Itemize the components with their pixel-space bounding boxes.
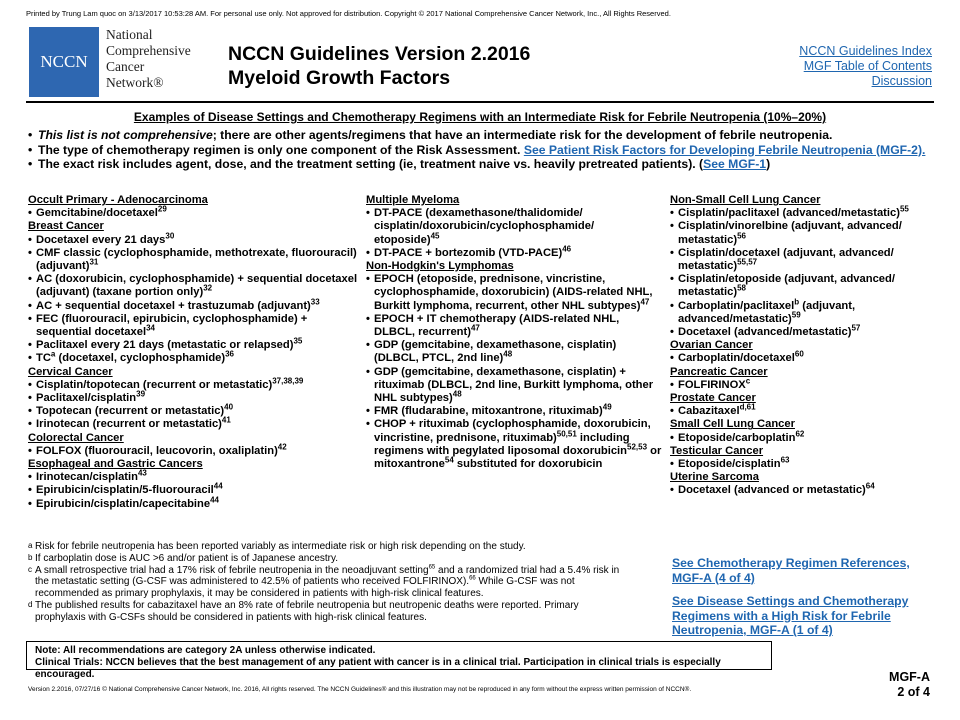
list-item: • Irinotecan/cisplatin$^{43}$ <box>28 468 147 484</box>
logo-mark: NCCN <box>40 52 88 71</box>
item-text: Docetaxel (advanced/metastatic) <box>678 326 852 339</box>
list-item: • Carboplatin/paclitaxel$^b$ (adjuvant, advanced/metastatic)$^{59}$ <box>670 296 856 325</box>
item-text: Topotecan (recurrent or metastatic) <box>36 405 225 418</box>
ref-sup: 49 <box>602 402 612 412</box>
intro-text: The exact risk includes agent, dose, and the treatment setting (ie, treatment naive vs. heavily pretreated patients). ( <box>38 157 704 171</box>
item-text: Epirubicin/cisplatin/5-fluorouracil <box>36 484 214 497</box>
item-text: EPOCH (etoposide, prednisone, vincristine, cyclophosphamide, doxorubicin) (AIDS-related NHL, Burkitt lymphoma, recurrent, other NHL subtypes) <box>374 273 653 312</box>
list-item: • AC + sequential docetaxel + trastuzumab (adjuvant)$^{33}$ <box>28 296 320 312</box>
item-text: Cisplatin/topotecan (recurrent or metastatic) <box>36 378 273 391</box>
ref-sup: 44 <box>210 494 219 504</box>
ref-sup: 62 <box>795 428 805 438</box>
item-text: Gemcitabine/docetaxel <box>36 207 158 220</box>
header-rule <box>26 101 934 103</box>
intro-emphasis: This list is not comprehensive <box>38 128 213 142</box>
item-text: AC + sequential docetaxel + trastuzumab (adjuvant) <box>36 299 311 312</box>
list-item: • DT-PACE + bortezomib (VTD-PACE)$^{46}$ <box>366 244 572 259</box>
ref-sup: 60 <box>794 349 804 359</box>
ref-sup: 63 <box>780 455 790 465</box>
item-text: Carboplatin/paclitaxel <box>678 299 795 312</box>
category-heading: Testicular Cancer <box>670 444 764 457</box>
guidelines-index-link[interactable]: NCCN Guidelines Index <box>799 44 932 58</box>
page-code: MGF-A <box>889 670 930 684</box>
ref-sup: 36 <box>225 349 235 359</box>
item-text: Cabazitaxel <box>678 405 740 418</box>
footnote-text: Risk for febrile neutropenia has been reported variably as intermediate risk or high risk depending on the study. <box>35 541 526 552</box>
item-text: GDP (gemcitabine, dexamethasone, cisplatin) + rituximab (DLBCL, 2nd line, Burkitt lymphoma, other NHL subtypes) <box>374 365 654 405</box>
list-item: • Docetaxel every 21 days$^{30}$ <box>28 230 175 246</box>
list-item: • Epirubicin/cisplatin/5-fluorouracil$^{44}$ <box>28 481 223 497</box>
page-number: 2 of 4 <box>897 684 930 699</box>
intro-text: ; there are other agents/regimens that have an intermediate risk for the development of febrile neutropenia. <box>212 128 833 142</box>
item-text: FEC (fluorouracil, epirubicin, cyclophosphamide) + sequential docetaxel <box>36 312 308 339</box>
category-heading: Occult Primary - Adenocarcinoma <box>28 194 208 206</box>
category-heading: Uterine Sarcoma <box>670 471 759 484</box>
ref-sup: 31 <box>89 257 99 267</box>
item-text: Paclitaxel every 21 days (metastatic or relapsed) <box>36 339 294 352</box>
ref-sup: 37,38,39 <box>272 376 304 386</box>
list-item: • FOLFOX (fluorouracil, leucovorin, oxaliplatin)$^{42}$ <box>28 442 287 457</box>
item-text: (adjuvant, advanced/metastatic) <box>678 299 856 325</box>
item-text: CHOP + rituximab (cyclophosphamide, doxorubicin, vincristine, prednisone, rituximab) <box>374 418 651 444</box>
item-text: Docetaxel (advanced or metastatic) <box>678 484 866 497</box>
item-text: Etoposide/cisplatin <box>678 458 781 471</box>
category-heading: Non-Hodgkin's Lymphomas <box>366 260 514 273</box>
list-item: • Etoposide/carboplatin$^{62}$ <box>670 428 805 444</box>
list-item: • Etoposide/cisplatin$^{63}$ <box>670 455 790 471</box>
item-text: Docetaxel every 21 days <box>36 233 166 246</box>
printed-notice: Printed by Trung Lam quoc on 3/13/2017 10:53:28 AM. For personal use only. Not approved for distribution. Copyright © 2017 National Comprehensive Cancer Network, Inc., All Rights Reserved. <box>26 9 671 18</box>
item-text: Cisplatin/vinorelbine (adjuvant, advanced/ metastatic) <box>678 220 902 246</box>
category-heading: Multiple Myeloma <box>366 194 460 206</box>
ref-sup: 45 <box>430 230 440 240</box>
bottom-links <box>672 556 937 647</box>
copyright-footer: Version 2.2016, 07/27/16 © National Comprehensive Cancer Network, Inc. 2016, All rights reserved. The NCCN Guidelines® and this illustration may not be reproduced in any form without the express written permission of NCCN®. <box>28 686 692 693</box>
list-item: • Paclitaxel every 21 days (metastatic or relapsed)$^{35}$ <box>28 336 303 352</box>
intro-text: The type of chemotherapy regimen is only one component of the Risk Assessment. <box>38 142 524 157</box>
item-text: AC (doxorubicin, cyclophosphamide) + sequential docetaxel (adjuvant) (taxane portion only) <box>36 273 358 299</box>
ref-sup: 65 <box>428 564 436 571</box>
ref-sup: 56 <box>737 230 746 240</box>
note-line: Note: All recommendations are category 2A unless otherwise indicated. <box>35 645 376 656</box>
ref-sup: 29 <box>157 204 167 214</box>
item-text: Etoposide/carboplatin <box>678 431 796 444</box>
ref-sup: 33 <box>310 296 320 306</box>
item-text: FMR (fludarabine, mitoxantrone, rituximab) <box>374 405 603 418</box>
category-heading: Esophageal and Gastric Cancers <box>28 458 203 471</box>
list-item: • Cisplatin/paclitaxel (advanced/metastatic)$^{55}$ <box>670 204 909 220</box>
item-text: FOLFOX (fluorouracil, leucovorin, oxaliplatin) <box>36 444 278 457</box>
logo-line: National <box>106 27 153 42</box>
item-text: Cisplatin/etoposide (adjuvant, advanced/ metastatic) <box>678 273 895 299</box>
ref-sup: 48 <box>452 389 462 399</box>
category-heading: Colorectal Cancer <box>28 431 124 444</box>
ref-sup: 40 <box>224 402 234 412</box>
list-item: • CHOP + rituximab (cyclophosphamide, doxorubicin, vincristine, prednisone, rituximab)$^{50,51}$ including regimens with pegylated liposomal doxorubicin$^{52,53}$ or mitoxantrone$^{54}$ substituted for doxorubicin <box>366 418 662 471</box>
regimen-references-link[interactable]: See Chemotherapy Regimen References, MGF-A (4 of 4) <box>672 556 910 585</box>
title-line2: Myeloid Growth Factors <box>228 67 451 89</box>
top-nav-links <box>799 44 932 89</box>
column-2 <box>366 194 662 471</box>
ref-sup: 30 <box>165 230 175 240</box>
ref-sup: 44 <box>213 481 223 491</box>
footnote-sup: a <box>50 349 56 359</box>
ref-sup: 34 <box>146 323 155 333</box>
category-heading: Non-Small Cell Lung Cancer <box>670 194 821 206</box>
item-text: Cisplatin/paclitaxel (advanced/metastatic) <box>678 207 900 220</box>
list-item: • DT-PACE (dexamethasone/thalidomide/ cisplatin/doxorubicin/cyclophosphamide/ etoposide)$^{45}$ <box>366 207 595 246</box>
list-item: • CMF classic (cyclophosphamide, methotrexate, fluorouracil) (adjuvant)$^{31}$ <box>28 246 357 273</box>
list-item: • Epirubicin/cisplatin/capecitabine$^{44}$ <box>28 494 219 510</box>
ref-sup: 47 <box>640 296 650 306</box>
list-item: • Cisplatin/topotecan (recurrent or metastatic)$^{37,38,39}$ <box>28 376 304 391</box>
footnote-mark: b <box>28 552 33 562</box>
item-text: Irinotecan/cisplatin <box>36 471 138 484</box>
footnote-text: The published results for cabazitaxel have an 8% rate of febrile neutropenia but neutropenic deaths were reported. Primary prophylaxis with G-CSFs should be considered in patients with high-risk clinical features. <box>35 599 579 623</box>
footnote-text: and a randomized trial had a 5.4% risk in the metastatic setting (G-CSF was administered to 42.5% of patients who received FOLFIRINOX). <box>35 564 620 588</box>
column-1 <box>28 194 358 511</box>
intro-text: ) <box>766 157 771 171</box>
discussion-link[interactable]: Discussion <box>871 74 932 88</box>
item-text: substituted for doxorubicin <box>453 458 603 471</box>
logo-wordmark <box>106 27 191 91</box>
item-text: FOLFIRINOX <box>678 378 746 391</box>
ref-sup: 39 <box>136 389 146 399</box>
list-item: • Cisplatin/vinorelbine (adjuvant, advanced/ metastatic)$^{56}$ <box>670 220 902 246</box>
item-text: Cisplatin/docetaxel (adjuvant, advanced/ metastatic) <box>678 246 894 273</box>
footnote-sup: b <box>794 296 800 306</box>
ref-sup: 47 <box>470 323 480 333</box>
ref-sup: 59 <box>791 310 801 320</box>
ref-sup: 57 <box>851 323 861 333</box>
category-heading: Pancreatic Cancer <box>670 365 768 378</box>
section-subtitle: Examples of Disease Settings and Chemotherapy Regimens with an Intermediate Risk for Febrile Neutropenia (10%–20%) <box>133 110 827 124</box>
ref-sup: 64 <box>865 481 875 491</box>
item-text: DT-PACE + bortezomib (VTD-PACE) <box>374 246 563 259</box>
ref-sup: 32 <box>203 283 213 293</box>
list-item: • Docetaxel (advanced or metastatic)$^{64}$ <box>670 481 875 497</box>
list-item: • FMR (fludarabine, mitoxantrone, rituximab)$^{49}$ <box>366 402 612 418</box>
list-item: • FEC (fluorouracil, epirubicin, cyclophosphamide) + sequential docetaxel$^{34}$ <box>28 312 308 339</box>
list-item: • EPOCH (etoposide, prednisone, vincristine, cyclophosphamide, doxorubicin) (AIDS-related NHL, Burkitt lymphoma, recurrent, other NHL subtypes)$^{47}$ <box>366 273 653 312</box>
toc-link[interactable]: MGF Table of Contents <box>803 59 932 73</box>
footnote-mark: c <box>28 564 32 574</box>
intro-bullets: • This list is not comprehensive; there are other agents/regimens that have an intermediate risk for the development of febrile neutropenia. • The type of chemotherapy regimen is only one component of the Risk Assessment. See Patient Risk Factors for Developing Febrile Neutropenia (MGF-2). • The exact risk includes agent, dose, and the treatment setting (ie, treatment naive vs. heavily pretreated patients). (See MGF-1) <box>28 128 926 171</box>
item-text: Carboplatin/docetaxel <box>678 352 795 365</box>
list-item: • Gemcitabine/docetaxel$^{29}$ <box>28 204 167 220</box>
footnote-mark: a <box>28 541 33 550</box>
ref-sup: 54 <box>444 455 454 465</box>
nccn-logo <box>29 27 99 97</box>
mgf1-link[interactable]: See MGF-1 <box>703 157 767 171</box>
list-item: • Cisplatin/docetaxel (adjuvant, advanced/ metastatic)$^{55,57}$ <box>670 246 894 273</box>
ref-sup: 52,53 <box>627 442 648 452</box>
category-heading: Breast Cancer <box>28 220 104 233</box>
footnote-text: While G-CSF was not recommended as primary prophylaxis, it may be considered in patients with high-risk clinical features. <box>35 576 575 600</box>
ref-sup: 42 <box>277 442 287 452</box>
list-item: • GDP (gemcitabine, dexamethasone, cisplatin) + rituximab (DLBCL, 2nd line, Burkitt lymphoma, other NHL subtypes)$^{48}$ <box>366 365 654 405</box>
page-identifier <box>889 670 930 699</box>
category-heading: Cervical Cancer <box>28 365 113 378</box>
ref-sup: 50,51 <box>556 428 577 438</box>
footnote-mark: d <box>28 599 33 609</box>
list-item: • Topotecan (recurrent or metastatic)$^{40}$ <box>28 402 234 418</box>
list-item: • AC (doxorubicin, cyclophosphamide) + sequential docetaxel (adjuvant) (taxane portion only)$^{32}$ <box>28 273 358 299</box>
footnotes <box>28 541 628 624</box>
category-heading: Small Cell Lung Cancer <box>670 418 795 431</box>
logo-line: Comprehensive <box>106 43 191 58</box>
item-text: TC <box>36 352 51 365</box>
item-text: GDP (gemcitabine, dexamethasone, cisplatin) (DLBCL, PTCL, 2nd line) <box>374 339 617 365</box>
item-text: Irinotecan (recurrent or metastatic) <box>36 418 222 431</box>
list-item: • Irinotecan (recurrent or metastatic)$^{41}$ <box>28 415 231 431</box>
list-item: • Paclitaxel/cisplatin$^{39}$ <box>28 389 146 405</box>
ref-sup: 55 <box>899 204 909 214</box>
logo-line: Cancer <box>106 59 145 74</box>
title-line1: NCCN Guidelines Version 2.2016 <box>228 43 531 65</box>
item-text: including regimens with pegylated liposomal doxorubicin <box>374 431 630 457</box>
footnote-sup: c <box>745 376 751 386</box>
footnote-text: A small retrospective trial had a 17% risk of febrile neutropenia in the neoadjuvant setting <box>35 564 429 576</box>
list-item: • Cabazitaxel$^{d,61}$ <box>670 402 756 418</box>
item-text: (docetaxel, cyclophosphamide) <box>55 352 226 365</box>
list-item: • Docetaxel (advanced/metastatic)$^{57}$ <box>670 323 861 339</box>
risk-factors-link[interactable]: See Patient Risk Factors for Developing Febrile Neutropenia (MGF-2). <box>523 142 926 157</box>
list-item: • EPOCH + IT chemotherapy (AIDS-related NHL, DLBCL, recurrent)$^{47}$ <box>366 312 620 339</box>
list-item: • Cisplatin/etoposide (adjuvant, advanced/ metastatic)$^{58}$ <box>670 273 895 299</box>
ref-sup: 55,57 <box>737 257 758 267</box>
item-text: Epirubicin/cisplatin/capecitabine <box>36 497 211 510</box>
ref-sup: 48 <box>503 349 513 359</box>
column-3 <box>670 194 938 498</box>
category-heading: Prostate Cancer <box>670 392 756 405</box>
item-text: EPOCH + IT chemotherapy (AIDS-related NHL, DLBCL, recurrent) <box>374 312 620 339</box>
ref-sup: 43 <box>137 468 147 478</box>
list-item: • Carboplatin/docetaxel$^{60}$ <box>670 349 804 365</box>
item-text: DT-PACE (dexamethasone/thalidomide/ cisplatin/doxorubicin/cyclophosphamide/ etoposide) <box>374 207 595 246</box>
item-text: Paclitaxel/cisplatin <box>36 392 137 405</box>
logo-line: Network® <box>106 75 164 90</box>
item-text: CMF classic (cyclophosphamide, methotrexate, fluorouracil) (adjuvant) <box>36 246 357 273</box>
ref-sup: 66 <box>469 576 476 583</box>
footnote-text: If carboplatin dose is AUC >6 and/or patient is of Japanese ancestry. <box>35 552 339 564</box>
note-line: Clinical Trials: NCCN believes that the best management of any patient with cancer is in a clinical trial. Participation in clinical trials is especially encouraged. <box>35 657 721 680</box>
ref-sup: d,61 <box>739 402 756 412</box>
ref-sup: 41 <box>221 415 231 425</box>
note-box <box>26 641 772 680</box>
list-item: • $TC^a$ (docetaxel, cyclophosphamide)$^{36}$ <box>28 349 235 365</box>
list-item: • FOLFIRINOX$^c$ <box>670 376 751 391</box>
ref-sup: 46 <box>562 244 572 254</box>
page-title <box>228 42 530 90</box>
ref-sup: 35 <box>293 336 303 346</box>
high-risk-regimens-link[interactable]: See Disease Settings and Chemotherapy Regimens with a High Risk for Febrile Neutropenia, MGF-A (1 of 4) <box>672 594 909 637</box>
list-item: • GDP (gemcitabine, dexamethasone, cisplatin) (DLBCL, PTCL, 2nd line)$^{48}$ <box>366 339 617 365</box>
category-heading: Ovarian Cancer <box>670 339 753 352</box>
item-text: or mitoxantrone <box>374 444 662 471</box>
ref-sup: 58 <box>737 283 746 293</box>
